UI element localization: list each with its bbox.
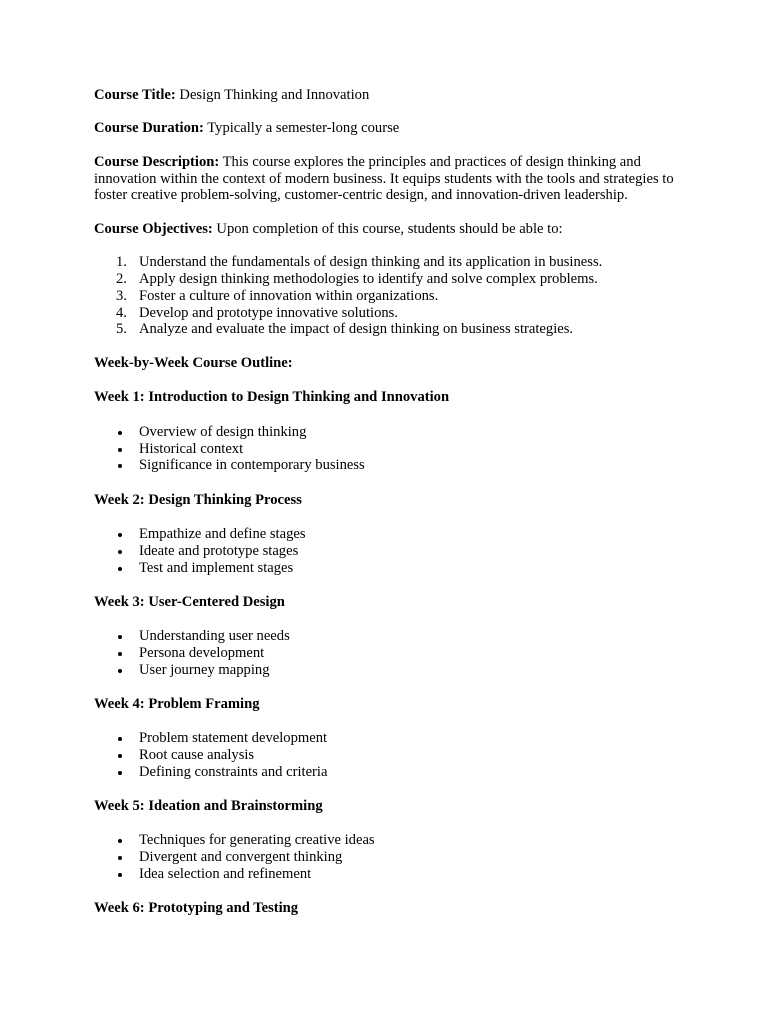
course-title-value: Design Thinking and Innovation xyxy=(179,87,370,103)
course-title-label: Course Title: xyxy=(94,87,176,103)
objective-item xyxy=(94,305,694,322)
list-item: Persona development xyxy=(94,645,694,662)
list-item: Defining constraints and criteria xyxy=(94,764,694,781)
course-duration-label: Course Duration: xyxy=(94,120,204,137)
objective-number: 2. xyxy=(116,270,127,287)
list-item: User journey mapping xyxy=(94,662,694,679)
course-objectives-value: Upon completion of this course, students should be able to: xyxy=(216,220,563,237)
objective-text: Understand the fundamentals of design thinking and its application in business. xyxy=(139,254,603,271)
list-item: Idea selection and refinement xyxy=(94,866,694,883)
course-objectives-line xyxy=(94,221,694,238)
course-title-line xyxy=(94,87,694,104)
objective-number: 5. xyxy=(116,321,127,338)
week-3-heading: Week 3: User-Centered Design xyxy=(94,593,285,610)
week-1-list xyxy=(94,424,694,474)
list-item: Problem statement development xyxy=(94,730,694,747)
course-description-value: This course explores the principles and practices of design thinking and innovation within the context of modern business. It equips students with the tools and strategies to foster creative problem-solving, customer-centric design, and innovation-driven leadership. xyxy=(94,153,674,204)
course-description-label: Course Description: xyxy=(94,153,220,170)
list-item: Overview of design thinking xyxy=(94,424,694,441)
outline-heading: Week-by-Week Course Outline: xyxy=(94,355,293,372)
week-4-heading: Week 4: Problem Framing xyxy=(94,696,260,712)
list-item: Ideate and prototype stages xyxy=(94,543,694,560)
objective-text: Foster a culture of innovation within organizations. xyxy=(139,287,439,304)
list-item: Historical context xyxy=(94,441,694,458)
objective-text: Develop and prototype innovative solutions. xyxy=(139,304,398,321)
objective-number: 4. xyxy=(116,304,127,321)
objective-item xyxy=(94,321,694,338)
course-duration-value: Typically a semester-long course xyxy=(207,120,400,137)
list-item: Divergent and convergent thinking xyxy=(94,849,694,866)
week-3-list xyxy=(94,628,694,678)
objective-item xyxy=(94,288,694,305)
objective-number: 1. xyxy=(116,254,127,271)
week-5-list xyxy=(94,832,694,882)
objective-item xyxy=(94,254,694,271)
objective-number: 3. xyxy=(116,287,127,304)
week-1-heading: Week 1: Introduction to Design Thinking and Innovation xyxy=(94,389,450,406)
document-page xyxy=(94,87,694,935)
objective-text: Apply design thinking methodologies to identify and solve complex problems. xyxy=(139,270,598,287)
list-item: Significance in contemporary business xyxy=(94,457,694,474)
course-description-paragraph xyxy=(94,154,694,204)
objective-text: Analyze and evaluate the impact of design thinking on business strategies. xyxy=(139,321,574,338)
objectives-list xyxy=(94,254,694,338)
list-item: Techniques for generating creative ideas xyxy=(94,832,694,849)
week-5-heading: Week 5: Ideation and Brainstorming xyxy=(94,798,323,815)
course-duration-line xyxy=(94,120,694,137)
week-2-heading: Week 2: Design Thinking Process xyxy=(94,491,302,508)
course-objectives-label: Course Objectives: xyxy=(94,220,213,237)
week-4-list xyxy=(94,730,694,780)
list-item: Root cause analysis xyxy=(94,747,694,764)
week-6-heading: Week 6: Prototyping and Testing xyxy=(94,900,299,917)
list-item: Understanding user needs xyxy=(94,628,694,645)
list-item: Empathize and define stages xyxy=(94,526,694,543)
objective-item xyxy=(94,271,694,288)
list-item: Test and implement stages xyxy=(94,560,694,577)
week-2-list xyxy=(94,526,694,576)
